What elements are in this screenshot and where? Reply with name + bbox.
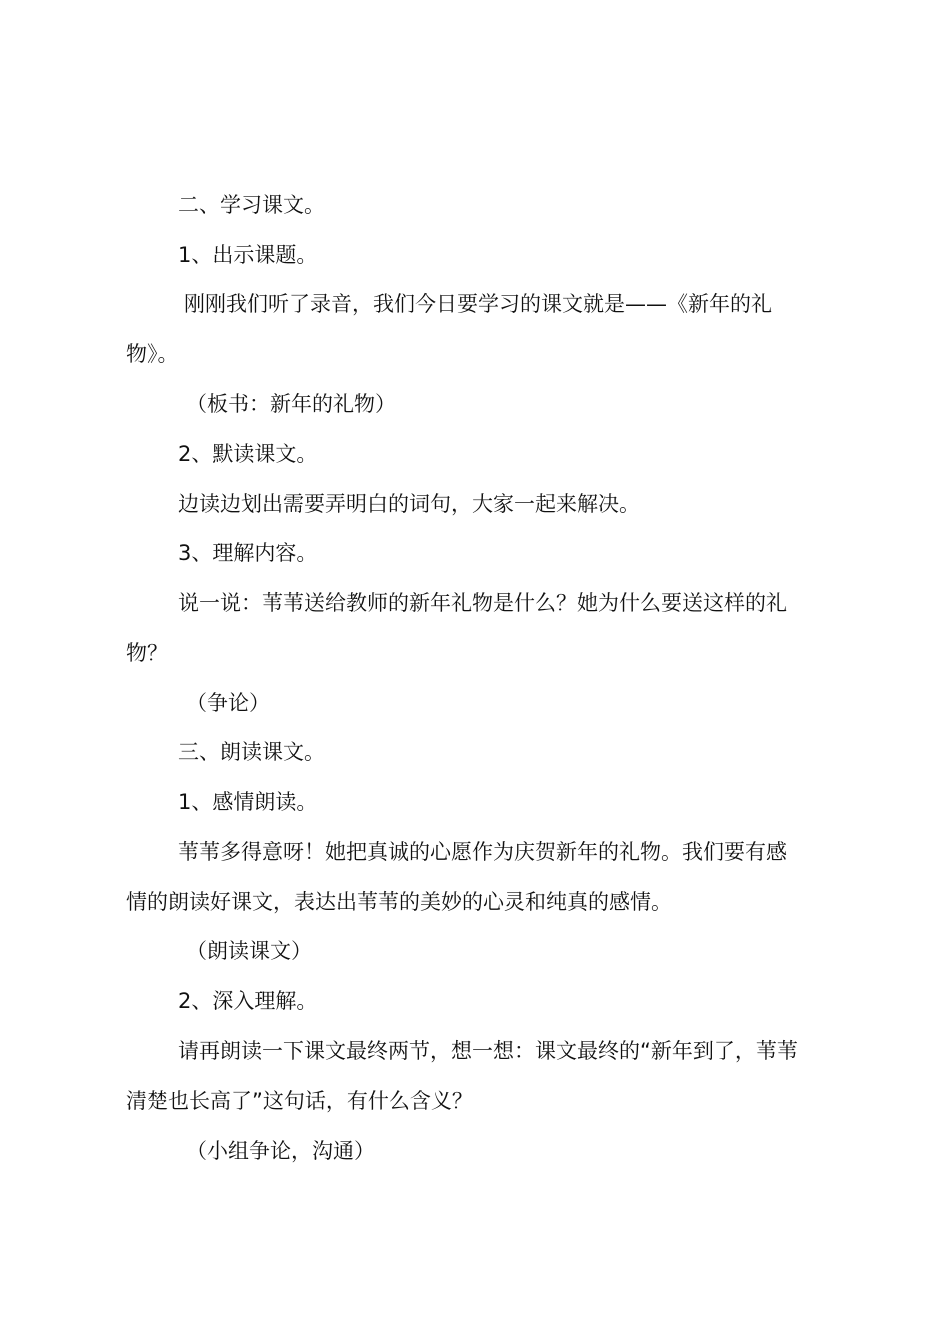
reading-note: （朗读课文）	[186, 939, 312, 963]
section-heading-read-aloud: 三、朗读课文。	[178, 740, 325, 764]
step-understand-content: 3、理解内容。	[178, 541, 318, 565]
paragraph-line: 情的朗读好课文，表达出苇苇的美妙的心灵和纯真的感情。	[126, 890, 672, 914]
section-heading-learn-text: 二、学习课文。	[178, 193, 325, 217]
step-deep-understanding: 2、深入理解。	[178, 989, 318, 1013]
paragraph-line: 清楚也长高了”这句话，有什么含义？	[126, 1089, 473, 1113]
step-emotional-reading: 1、感情朗读。	[178, 790, 318, 814]
step-silent-reading: 2、默读课文。	[178, 442, 318, 466]
paragraph-line: 边读边划出需要弄明白的词句，大家一起来解决。	[178, 492, 640, 516]
paragraph-line: 说一说：苇苇送给教师的新年礼物是什么？她为什么要送这样的礼	[178, 591, 787, 615]
paragraph-line: 苇苇多得意呀！她把真诚的心愿作为庆贺新年的礼物。我们要有感	[178, 840, 787, 864]
discussion-note: （争论）	[186, 691, 270, 715]
paragraph-line: 刚刚我们听了录音，我们今日要学习的课文就是——《新年的礼	[184, 292, 772, 316]
paragraph-line: 物》。	[126, 342, 179, 366]
blackboard-note: （板书：新年的礼物）	[186, 392, 396, 416]
step-show-title: 1、出示课题。	[178, 243, 318, 267]
group-discussion-note: （小组争论，沟通）	[186, 1139, 375, 1163]
paragraph-line: 请再朗读一下课文最终两节，想一想：课文最终的“新年到了，苇苇	[178, 1039, 798, 1063]
paragraph-line: 物？	[126, 641, 168, 665]
